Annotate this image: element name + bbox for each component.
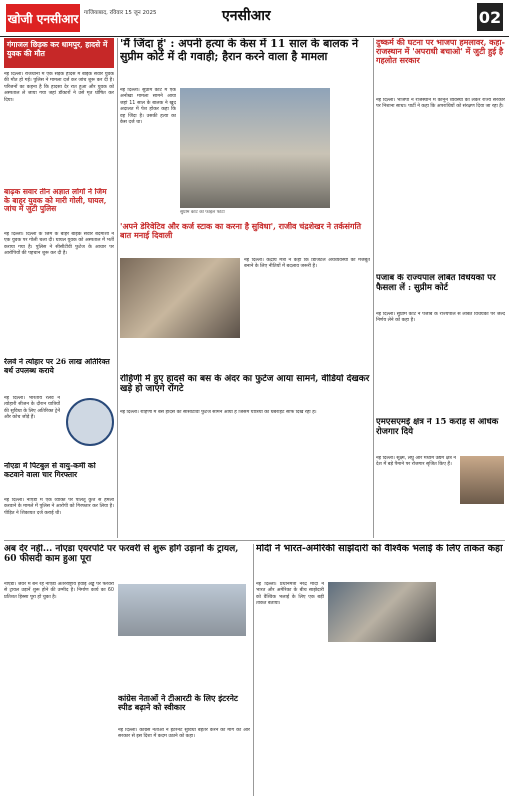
- column-divider: [117, 38, 118, 538]
- right-headline-2: पंजाब के राज्यपाल लंबित विधेयकों पर फैसला लें : सुप्रीम कोर्ट: [376, 274, 496, 293]
- minister-photo: [460, 456, 504, 504]
- indian-railways-logo: [66, 398, 114, 446]
- left-headline-2: बाढ़क सवार तीन अज्ञात लोगों ने जिम के बाहर युवक को मारी गोली, घायल, जांच में जुटी पुलिस: [4, 188, 107, 214]
- left-column: [4, 38, 114, 538]
- left-headline-4: नोएडा में पिटबुल से वायु-कर्मी को कटवाने वाला चार गिरफ्तार: [4, 462, 96, 479]
- mid-text-2: नई दिल्ली। केंद्रीय मंत्री ने कहा कि डिजिटल अर्थव्यवस्था को मजबूत बनाने के लिए नीतियों में बदलाव जरूरी है।: [244, 258, 370, 270]
- bottom-left-section: [4, 544, 250, 796]
- modi-text-col-2: [328, 646, 436, 796]
- supreme-court-photo: [180, 88, 330, 208]
- modi-text-col-3: [440, 582, 505, 796]
- bottom-right-section: [256, 544, 505, 796]
- airport-headline: अब देर नहीं... नोएडा एयरपोर्ट पर फरवरी से शुरू होंगे उड़ानों के ट्रायल, 60 फीसदी काम हुआ पूरा: [4, 544, 239, 565]
- left-text-4: नई दिल्ली। नोएडा में एक व्यक्ति पर पालतू कुत्ते से हमला करवाने के मामले में पुलिस ने आरोपी को गिरफ्तार कर लिया है। पीड़ित ने शिकायत दर्ज कराई थी।: [4, 498, 114, 516]
- left-headline-1: गंगाजल छिड़क कर धामपुर, हादसे में युवक की मौत: [4, 38, 114, 68]
- left-text-3: नई दिल्ली। भारतीय रेलवे ने त्योहारी सीजन के दौरान यात्रियों की सुविधा के लिए अतिरिक्त ट्रेनें और कोच जोड़े हैं।: [4, 396, 60, 421]
- left-text-2: नई दिल्ली। दिल्ली के जिम के बाहर बाइक सवार बदमाशों ने एक युवक पर गोली चला दी। घायल युवक को अस्पताल में भर्ती कराया गया है। पुलिस ने सीसीटीवी फुटेज के आधार पर आरोपियों की पहचान शुरू कर दी है।: [4, 232, 114, 257]
- column-divider: [253, 544, 254, 796]
- modi-headline: मोदी ने भारत-अमेरिकी साझेदारी को वैश्विक भलाई के लिए ताकत कहा: [256, 544, 503, 554]
- modi-text-col-1: नई दिल्ली। प्रधानमंत्री नरेंद्र मोदी ने भारत और अमेरिका के बीच साझेदारी को वैश्विक भलाई के लिए एक बड़ी ताकत बताया।: [256, 582, 324, 607]
- photo-caption: सुप्रीम कोर्ट की फाइल फोटो: [180, 210, 225, 215]
- middle-column: [120, 38, 370, 538]
- airport-text: नोएडा। जेवर में बन रहे नोएडा अंतरराष्ट्रीय हवाई अड्डे पर फरवरी से ट्रायल उड़ानें शुरू होने की उम्मीद है। निर्माण कार्य का 60 प्रतिशत हिस्सा पूरा हो चुका है।: [4, 582, 114, 600]
- right-text-1: नई दिल्ली। भाजपा ने राजस्थान में कानून व्यवस्था को लेकर राज्य सरकार पर निशाना साधा। पार्टी ने कहा कि अपराधियों को संरक्षण दिया जा रहा है।: [376, 98, 505, 110]
- left-text-1: नई दिल्ली। राजधानी में एक सड़क हादसे में बाइक सवार युवक की मौत हो गई। पुलिस ने मामला दर्ज कर जांच शुरू कर दी है। परिजनों का कहना है कि हादसा देर रात हुआ और युवक को अस्पताल ले जाया गया जहां डॉक्टरों ने उसे मृत घोषित कर दिया।: [4, 72, 114, 103]
- issue-date: गाजियाबाद, रविवार 15 जून 2025: [84, 10, 157, 16]
- airport-photo: [118, 584, 246, 636]
- left-headline-3: रेलवे ने त्योहार पर 26 लाख अतिरिक्त बर्थ उपलब्ध कराये: [4, 358, 110, 375]
- mid-headline-2: 'अपने डेरिवेटिव और कर्ज स्टाक का करना है सुविधा', राजीव चंद्रशेखर ने तर्कसंगति बात मनाई दिवाली: [120, 222, 362, 241]
- mid-headline-3: रोहिणी में हुए हादसे का बस के अंदर का फुटेज आया सामने, वीडियो देखकर खड़े हो जाएंगे रोंगटे: [120, 374, 370, 395]
- right-headline-3: एमएसएमई क्षेत्र ने 15 करोड़ से अधिक रोजगार दिये: [376, 418, 499, 437]
- page-number: 02: [477, 3, 503, 31]
- right-headline-1: दुष्कर्म की घटना पर भाजपा हमलावर, कहा- राजस्थान में 'अपराधी बचाओ' में जुटी हुई है गहलोत सरकार: [376, 38, 505, 66]
- right-column: [376, 38, 505, 538]
- right-text-3: नई दिल्ली। सूक्ष्म, लघु और मध्यम उद्यम क्षेत्र ने देश में बड़े पैमाने पर रोजगार सृजित किए हैं।: [376, 456, 456, 468]
- mid-text-1: नई दिल्ली। सुप्रीम कोर्ट में एक अनोखा मामला सामने आया जहां 11 साल के बालक ने खुद अदालत में पेश होकर कहा कि वह जिंदा है। उसकी हत्या का केस दर्ज था।: [120, 88, 176, 126]
- modi-meeting-photo: [328, 582, 436, 642]
- main-headline: 'मैं जिंदा हूं' : अपनी हत्या के केस में 11 साल के बालक ने सुप्रीम कोर्ट में दी गवाही; हैरान करने वाला है मामला: [120, 38, 359, 63]
- column-divider: [373, 38, 374, 538]
- leaders-photo: [120, 258, 240, 338]
- congress-headline: कांग्रेस नेताओं ने टीआरटी के लिए इंटरनेट स्पीड बढ़ाने को स्वीकार: [118, 694, 238, 713]
- section-divider: [4, 540, 505, 541]
- right-text-2: नई दिल्ली। सुप्रीम कोर्ट ने पंजाब के राज्यपाल से लंबित विधेयकों पर जल्द निर्णय लेने को कहा है।: [376, 312, 505, 324]
- congress-text: नई दिल्ली। कांग्रेस नेताओं ने इंटरनेट सुविधा बेहतर करने की मांग की और सरकार से इस दिशा में कदम उठाने को कहा।: [118, 728, 250, 740]
- newspaper-logo: खोजी एनसीआर: [6, 4, 80, 32]
- mid-text-3: नई दिल्ली। रोहिणी में बस हादसे का सीसीटीवी फुटेज सामने आया है जिसमें यात्रियों की घबराहट साफ दिख रही है।: [120, 410, 317, 415]
- masthead: [0, 0, 509, 37]
- section-title: एनसीआर: [222, 8, 271, 24]
